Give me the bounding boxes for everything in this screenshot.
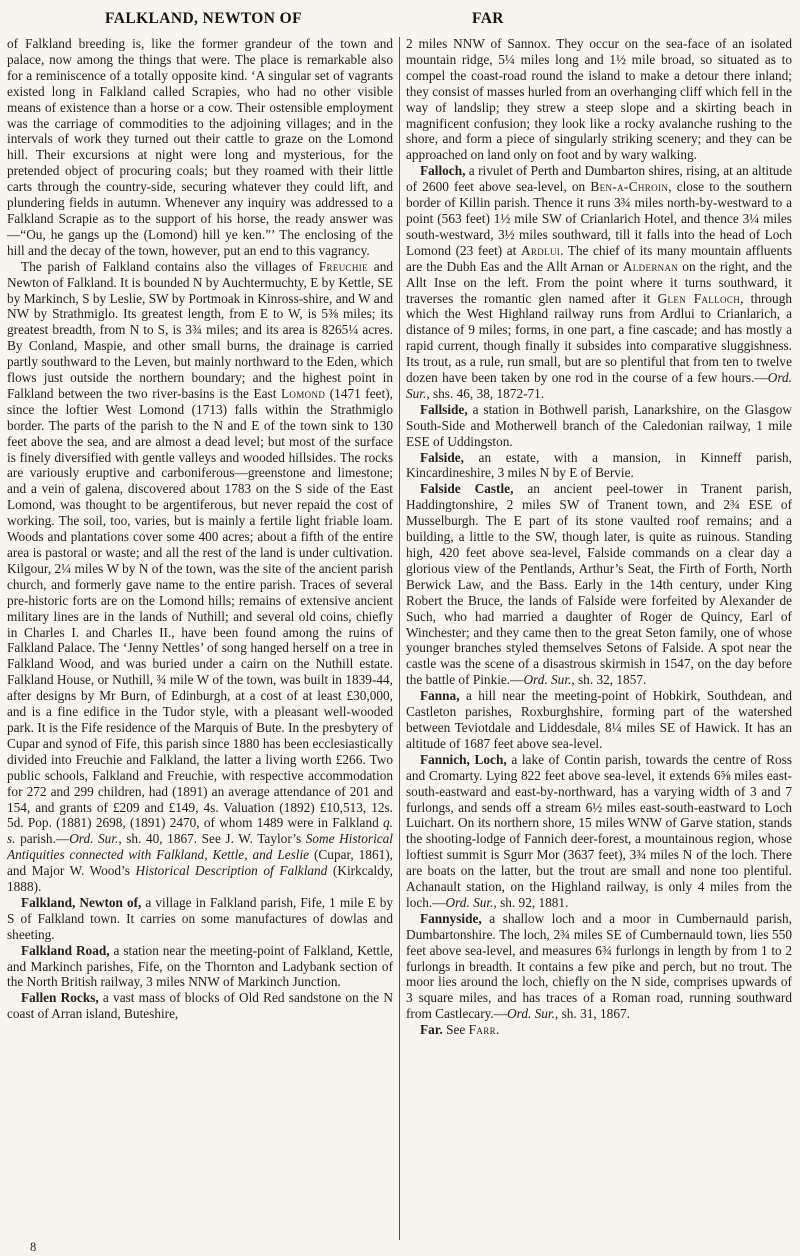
cross-reference: Aldernan [622,258,679,274]
column-divider-rule [399,37,400,1240]
entry-paragraph [406,402,792,450]
body-text: See [442,1022,469,1038]
entry-paragraph [7,990,393,1022]
body-text: a hill near the meeting-point of Hobkirk, Southdean, and Castleton parishes, Roxburghshire, forming part of the watershed between Teviotdale and Liddesdale, 8¼ miles SE of Hawick. It has an altitude of 1687 feet above sea-level. [406,688,792,751]
body-text: of Falkland breeding is, like the former grandeur of the town and palace, now among the things that were. The place is remarkable also for a reminiscence of a totally opposite kind. ‘A singular set of vagrants existed long in Falkland called Scrapies, who had no other visible means of existence than a horse or a cow. Their ostensible employment was the carriage of commodities to the adjoining villages; and in the intervals of work they turned out their cattle to graze on the Lomond hill. Their excursions at night were long and mysterious, for the pretended object of procuring coals; but they roamed with their little carts through the country-side, securing whatever they could lift, and plundering fields in autumn. Whenever any inquiry was addressed to a Falkland Scrapie as to the support of his horse, the ready answer was—“Ou, he gangs up the (Lomond) hill ye ken.”’ The enclosing of the hill and the decay of the town, however, put an end to this vagrancy. [7,36,393,258]
body-text: , sh. 32, 1857. [571,672,647,688]
body-text: (Kirkcaldy, 1888). [7,863,393,895]
body-text: a vast mass of blocks of Old Red sandstone on the N coast of Arran island, Buteshire, [7,990,394,1022]
body-text: 2 miles NNW of Sannox. They occur on the sea-face of an isolated mountain ridge, 5¼ miles long and 1½ mile broad, so situated as to compel the coast-road round the island to make a detour there inland; they consist of masses hurled from an overhanging cliff which fell in the way of landslip; they strew a steep slope and a skirting beach in magnificent confusion; they look like a rocky avalanche rushing to the shore, and form a piece of singularly striking scenery; and they can be approached on land only on foot and by wary walking. [406,36,793,163]
cross-reference: Freuchie [318,258,368,274]
entry-paragraph [406,36,792,163]
entry-paragraph [406,1022,792,1038]
entry-paragraph [406,911,792,1022]
entry-headword: Falloch, [420,163,466,179]
entry-headword: Fannyside, [420,910,482,926]
italic-citation: Ord. Sur. [507,1006,555,1022]
entry-headword: Falside, [420,449,464,465]
body-text: and Newton of Falkland. It is bounded N by Auchtermuchty, E by Kettle, SE by Markinch, S by Leslie, SW by Portmoak in Kinross-shire, and W and NW by Strathmiglo. Its greatest length, from E to W, is 5⅜ miles; its greatest breadth, from N to S, is 3¾ miles; and its area is 8265¼ acres. By Conland, Maspie, and other small burns, the drainage is carried partly southward to the Leven, but mainly northward to the Eden, which flows just outside the northern boundary; and the highest point in Falkland between the two river-basins is the East [7,258,393,401]
body-text: on the right, and the Allt Inse on the left. From the point where it turns southward, it traverses the romantic glen named after it [406,258,793,306]
body-text: a station near the meeting-point of Falkland, Kettle, and Markinch parishes, Fife, on the Thornton and Ladybank section of the North British railway, 3 miles NNW of Markinch Junction. [7,942,394,990]
body-text: , close to the southern border of Killin parish. Thence it runs 3¾ miles north-by-westward to a point (563 feet) 1½ mile SW of Crianlarich Hotel, and thence 3¼ miles south-westward, 3½ miles southward, till it falls into the head of Loch Lomond (23 feet) at [406,179,792,258]
italic-citation: Ord. Sur. [445,894,494,910]
body-text: , sh. 92, 1881. [493,894,569,910]
italic-citation: Historical Description of Falkland [135,863,328,879]
body-text: (Cupar, 1861), and Major W. Wood’s [7,847,393,879]
body-text: , sh. 31, 1867. [554,1006,630,1022]
body-text: , sh. 40, 1867. See J. W. Taylor’s [118,831,306,847]
entry-headword: Far. [420,1022,443,1038]
entry-headword: Falside Castle, [420,481,514,497]
cross-reference: Glen Falloch [657,290,741,306]
body-text: , through which the West Highland railway runs from Ardlui to Crianlarich, a distance of 9 miles; forms, in one part, a fine cascade; and has mostly a rapid current, though finally it subsides into comparative sluggishness. Its trout, as a rule, run small, but are so plentiful that from ten to twelve dozen have been taken by one rod in the course of a few hours.— [406,290,793,386]
entry-paragraph [406,481,792,688]
text-columns [7,36,793,1250]
left-column [7,36,393,1250]
body-text: a station in Bothwell parish, Lanarkshire, on the Glasgow South-Side and Motherwell branch of the Caledonian railway, 1 mile ESE of Uddingston. [406,401,792,449]
entry-paragraph [7,259,393,895]
italic-citation: Ord. Sur. [69,831,119,847]
running-heads [7,10,793,28]
running-head-left: FALKLAND, NEWTON OF [105,10,302,27]
body-text: , shs. 46, 38, 1872-71. [426,385,545,401]
entry-headword: Falkland Road, [21,942,110,958]
body-text: (1471 feet), since the loftier West Lomond (1713) falls within the Strathmiglo border. The parts of the parish to the N and E of the town sink to 130 feet above the sea, and are almost a dead level; but most of the surface is finely diversified with gentle valleys and wooded hillsides. The rocks are variously eruptive and carboniferous—greenstone and limestone; and a vein of galena, discovered about 1783 on the S side of the East Lomond, was thought to be argentiferous, but never repaid the cost of working. The soil, too, varies, but is mainly a fertile light friable loam. Woods and plantations cover some 400 acres; about a fifth of the entire area is pastoral or waste; and all the rest of the land is under cultivation. Kilgour, 2¼ miles W by N of the town, was the site of the ancient parish church, and formerly gave name to the entire parish. Traces of several pre-historic forts are on the Lomond hills; remains of extensive ancient military lines are in the lands of Nuthill; and several old coins, chiefly in Charles I. and Charles II., have been found among the ruins of Falkland Palace. The ‘Jenny Nettles’ of song hanged herself on a tree in Falkland Wood, and was buried under a cairn on the Nuthill estate. Falkland House, or Nuthill, ¾ mile W of the town, was built in 1839-44, after designs by Mr Burn, of Edinburgh, at a cost of at least £30,000, and is a fine edifice in the Tudor style, with a pleasant well-wooded park. It is the Fife residence of the Marquis of Bute. In the presbytery of Cupar and synod of Fife, this parish since 1880 has been ecclesiastically divided into Freuchie and Falkland, the latter a living worth £266. Two public schools, Falkland and Freuchie, with respective accommodation for 272 and 299 children, had (1891) an average attendance of 201 and 154, and grants of £209 and £149, 4s. Valuation (1892) £10,513, 12s. 5d. Pop. (1881) 2698, (1891) 2470, of whom 1489 were in Falkland [7,385,393,831]
entry-paragraph [406,163,792,402]
body-text: a village in Falkland parish, Fife, 1 mile E by S of Falkland town. It carries on some manufactures of dowlas and sheeting. [7,894,393,942]
body-text: parish.— [15,831,70,847]
entry-headword: Fanna, [420,688,460,704]
entry-paragraph [7,36,393,259]
body-text: an ancient peel-tower in Tranent parish, Haddingtonshire, 2 miles SW of Tranent town, and 2¾ ESE of Musselburgh. The E part of its stone vaulted roof remains; and a building, a little to the SW, though later, is quite as ruinous. Standing high, 420 feet above sea-level, Falside commands on a clear day a glorious view of the Pentlands, Arthur’s Seat, the Firth of Forth, North Berwick Law, and the Bass. Early in the 14th century, under King Robert the Bruce, the lands of Falside were forfeited by Alexander de Such, who had married a daughter of Roger de Quincy, Earl of Winchester; and they came then to the great Seton family, one of whose younger branches styled themselves Setons of Falside. A spot near the castle was the scene of a disastrous skirmish in 1547, on the day before the battle of Pinkie.— [406,481,792,688]
body-text: . The chief of its many mountain affluents are the Dubh Eas and the Allt Arnan or [406,242,792,274]
entry-headword: Fallside, [420,401,468,417]
right-column [406,36,792,1250]
body-text: an estate, with a mansion, in Kinneff parish, Kincardineshire, 3 miles N by E of Bervie. [406,449,792,481]
body-text: a shallow loch and a moor in Cumbernauld parish, Dumbartonshire. The loch, 2¾ miles SE of Cumbernauld town, lies 550 feet above sea-level, and measures 6¾ furlongs in length by from 1 to 2 furlongs in breadth. It contains a few pike and perch, but no trout. The moor lies around the loch, chiefly on the N side, comprises upwards of 3 square miles, and has traces of a Roman road, running southward from Castlecary.— [406,910,792,1022]
cross-reference: Ben-a-Chroin [590,179,669,195]
entry-paragraph [406,688,792,752]
cross-reference: Ardlui [520,242,561,258]
entry-paragraph [406,450,792,482]
cross-reference: Farr [468,1022,496,1038]
body-text: The parish of Falkland contains also the villages of [21,258,319,274]
entry-paragraph [406,752,792,911]
entry-headword: Fallen Rocks, [21,990,99,1006]
cross-reference: Lomond [280,385,326,401]
italic-citation: q. s. [7,815,393,847]
italic-citation: Ord. Sur. [406,370,792,401]
entry-headword: Falkland, Newton of, [21,894,142,910]
italic-citation: Some Historical Antiquities connected with Falkland, Kettle, and Leslie [7,831,394,863]
signature-mark: 8 [30,1240,37,1254]
entry-paragraph [7,943,393,991]
running-head-right: FAR [472,10,504,27]
body-text: a rivulet of Perth and Dumbarton shires, rising, at an altitude of 2600 feet above sea-level, on [406,163,792,195]
entry-paragraph [7,895,393,943]
body-text: . [495,1022,500,1038]
italic-citation: Ord. Sur. [523,672,572,688]
body-text: a lake of Contin parish, towards the centre of Ross and Cromarty. Lying 822 feet above sea-level, it extends 6⅝ miles east-south-eastward and east-by-northward, has a varying width of 3 and 7 furlongs, and sends off a stream 6½ miles east-south-eastward to Loch Luichart. On its northern shore, 15 miles WNW of Garve station, stands the shooting-lodge of Fannich deer-forest, a mountainous region, whose loftiest summit is Sgurr Mor (3637 feet), 3¾ miles N of the loch. There are boats on the latter, but the trout are small and none too plentiful. Achanault station, on the Highland railway, is only 4 miles from the loch.— [406,751,793,910]
entry-headword: Fannich, Loch, [420,751,507,767]
